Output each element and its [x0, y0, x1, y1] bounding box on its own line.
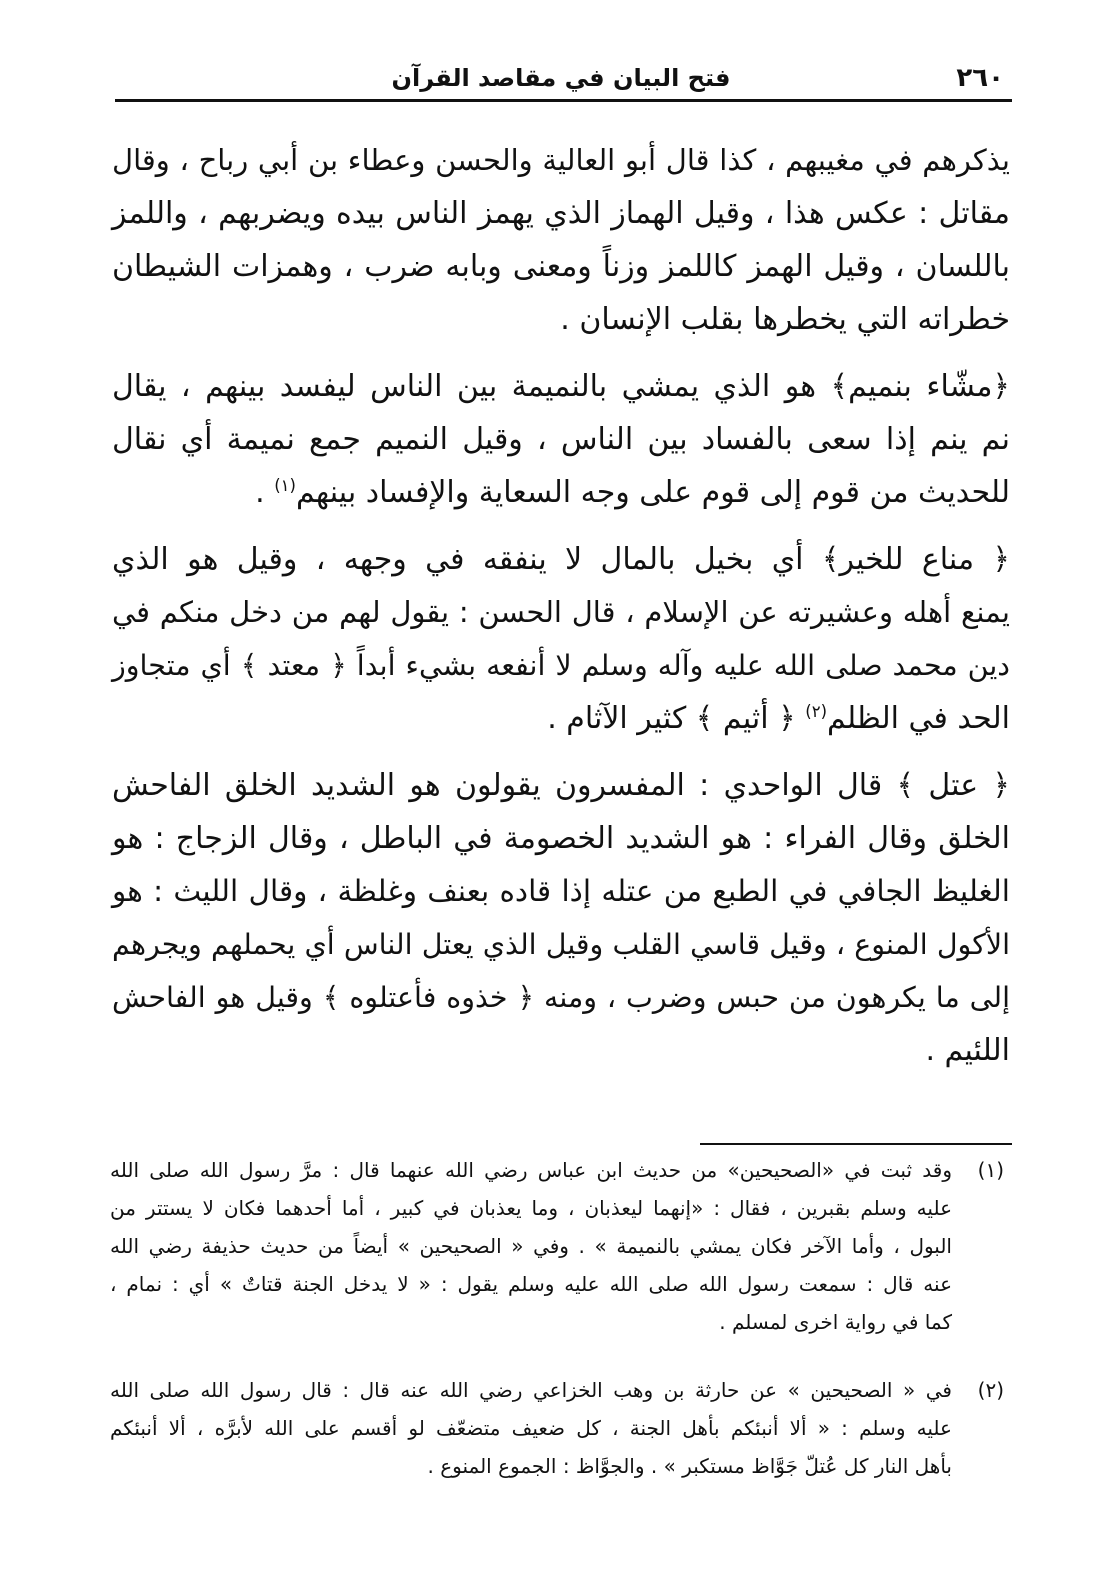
body-line: يمنع أهله وعشيرته عن الإسلام ، قال الحسن : يقول لهم من دخل منكم في [112, 595, 1010, 629]
body-line: دين محمد صلى الله عليه وآله وسلم لا أنفعه بشيء أبداً ﴿ معتد ﴾ أي متجاوز [112, 649, 1010, 682]
body-line: ﴿ عتل ﴾ قال الواحدي : المفسرون يقولون هو الشديد الخلق الفاحش [112, 768, 1010, 803]
footnote-reference: (١) [274, 476, 296, 495]
body-line [112, 466, 1010, 519]
body-line: نم ينم إذا سعى بالفساد بين الناس ، وقيل النميم جمع نميمة أي نقال [112, 422, 1010, 457]
footnote-body [110, 1151, 952, 1341]
body-line: ﴿ مناع للخير﴾ أي بخيل بالمال لا ينفقه في وجهه ، وقيل هو الذي [112, 542, 1010, 577]
page-number: ٢٦٠ [956, 63, 1004, 93]
page-header [112, 56, 1010, 100]
header-rule [115, 99, 1012, 102]
footnote-body [110, 1371, 952, 1485]
footnote-reference: (٢) [805, 702, 827, 721]
body-text: الحد في الظلم [827, 701, 1010, 736]
footnote-line: في « الصحيحين » عن حارثة بن وهب الخزاعي رضي الله عنه قال : قال رسول الله صلى الله [110, 1378, 952, 1402]
body-text: للحديث من قوم إلى قوم على وجه السعاية والإفساد بينهم [295, 475, 1010, 510]
footnote-line: بأهل النار كل عُتلّ جَوَّاظ مستكبر » . والجوَّاظ : الجموع المنوع . [427, 1454, 952, 1478]
body-line: الأكول المنوع ، وقيل قاسي القلب وقيل الذي يعتل الناس أي يحملهم ويجرهم [112, 928, 1010, 961]
body-line [112, 692, 1010, 745]
body-line: ﴿مشّاء بنميم﴾ هو الذي يمشي بالنميمة بين الناس ليفسد بينهم ، يقال [112, 369, 1010, 404]
body-line: باللسان ، وقيل الهمز كاللمز وزناً ومعنى وبابه ضرب ، وهمزات الشيطان [112, 249, 1010, 284]
body-line: اللئيم . [925, 1033, 1010, 1068]
paragraph [112, 360, 1010, 519]
body-text: . [255, 475, 275, 510]
main-text [112, 134, 1010, 1077]
body-line: إلى ما يكرهون من حبس وضرب ، ومنه ﴿ خذوه فأعتلوه ﴾ وقيل هو الفاحش [112, 981, 1010, 1014]
footnote-line: وقد ثبت في «الصحيحين» من حديث ابن عباس رضي الله عنهما قال : مرَّ رسول الله صلى الله [110, 1158, 952, 1182]
footnote [110, 1151, 1010, 1341]
running-title: فتح البيان في مقاصد القرآن [391, 64, 731, 92]
body-line: مقاتل : عكس هذا ، وقيل الهماز الذي يهمز الناس بيده ويضربهم ، واللمز [112, 196, 1010, 231]
footnote [110, 1371, 1010, 1485]
footnote-line: عليه وسلم بقبرين ، فقال : «إنهما ليعذبان ، وما يعذبان في كبير ، أما أحدهما فكان لا يستتر من [110, 1196, 952, 1220]
body-line: الخلق وقال الفراء : هو الشديد الخصومة في الباطل ، وقال الزجاج : هو [112, 821, 1010, 856]
footnote-separator [700, 1143, 1012, 1145]
paragraph [112, 759, 1010, 1077]
footnote-number: (٢) [977, 1378, 1004, 1402]
footnote-line: عليه وسلم : « ألا أنبئكم بأهل الجنة ، كل ضعيف متضعّف لو أقسم على الله لأبرَّه ، ألا أنبئكم [110, 1416, 952, 1440]
paragraph [112, 533, 1010, 745]
footnote-line: البول ، وأما الآخر فكان يمشي بالنميمة » . وفي « الصحيحين » أيضاً من حديث حذيفة رضي الله [110, 1234, 952, 1258]
footnotes [110, 1151, 1010, 1485]
body-text: ﴿ أثيم ﴾ كثير الآثام . [547, 701, 806, 736]
footnote-line: عنه قال : سمعت رسول الله صلى الله عليه وسلم يقول : « لا يدخل الجنة قتاتٌ » أي : نمام ، [110, 1272, 952, 1296]
paragraph [112, 134, 1010, 346]
body-line: الغليظ الجافي في الطبع من عتله إذا قاده بعنف وغلظة ، وقال الليث : هو [112, 874, 1010, 908]
body-line: خطراته التي يخطرها بقلب الإنسان . [560, 302, 1010, 337]
footnote-number: (١) [977, 1158, 1004, 1182]
body-line: يذكرهم في مغيبهم ، كذا قال أبو العالية والحسن وعطاء بن أبي رباح ، وقال [112, 143, 1010, 177]
footnote-line: كما في رواية اخرى لمسلم . [719, 1310, 952, 1334]
